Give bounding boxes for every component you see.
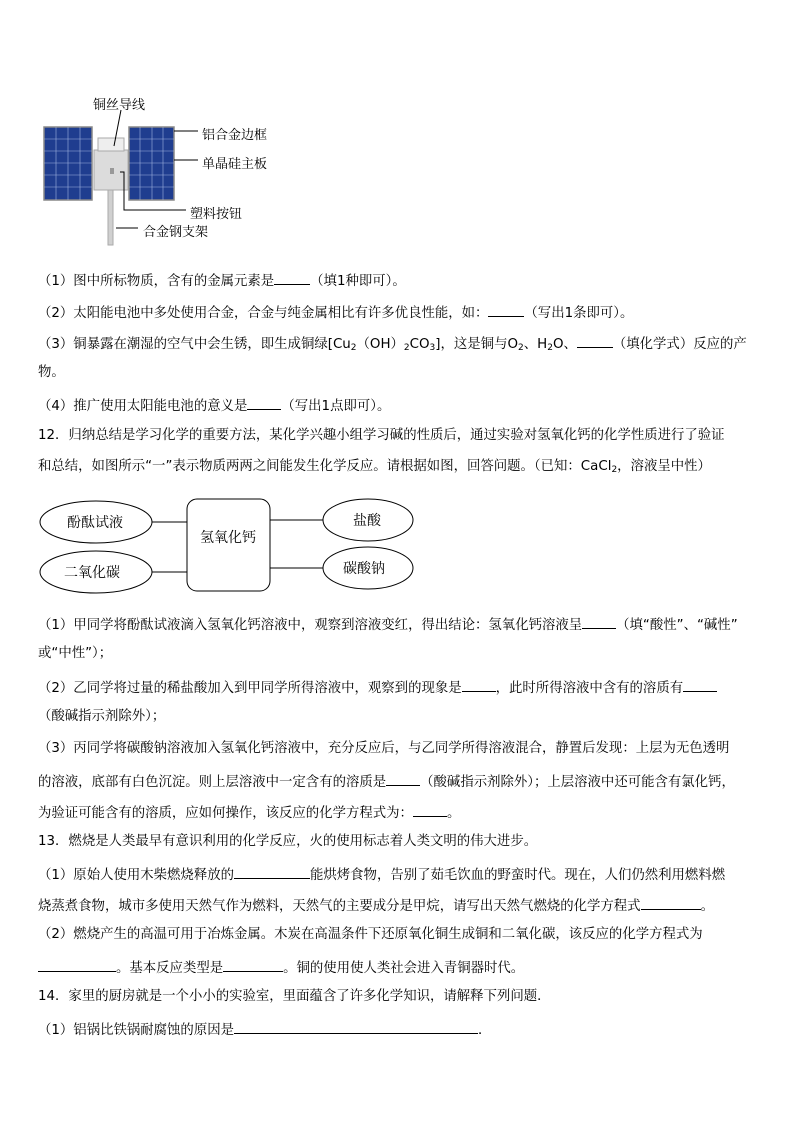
q12-part2-continued: （酸碱指示剂除外）； [38, 709, 166, 724]
q13-part2-line2: 。基本反应类型是 。铜的使用使人类社会进入青铜器时代。 [38, 957, 524, 978]
q12-part3-line2: 的溶液，底部有白色沉淀。则上层溶液中一定含有的溶质是 （酸碱指示剂除外）；上层溶液中还可能含有氯化钙， [38, 771, 735, 792]
answer-blank[interactable] [683, 677, 717, 692]
answer-blank[interactable] [488, 302, 524, 317]
q13-part1-line1: （1）原始人使用木柴燃烧释放的 能烘烤食物，告别了茹毛饮血的野蛮时代。现在，人们仍然利用燃料燃 [38, 864, 725, 885]
q11-part4: （4）推广使用太阳能电池的意义是 （写出1点即可）。 [38, 395, 390, 416]
q13-intro: 13．燃烧是人类最早有意识利用的化学反应，火的使用标志着人类文明的伟大进步。 [38, 834, 538, 849]
label-silicon-panel: 单晶硅主板 [202, 157, 268, 172]
q12-intro-line1: 12．归纳总结是学习化学的重要方法，某化学兴趣小组学习碱的性质后，通过实验对氢氧化钙的化学性质进行了验证 [38, 428, 725, 443]
q11-part1: （1）图中所标物质，含有的金属元素是 （填1种即可）。 [38, 270, 406, 291]
label-steel-bracket: 合金钢支架 [143, 225, 209, 240]
q12-part3-line1: （3）丙同学将碳酸钠溶液加入氢氧化钙溶液中，充分反应后，与乙同学所得溶液混合，静置后发现：上层为无色透明 [38, 741, 730, 756]
right-solar-panel [129, 127, 174, 200]
q13-part1-line2: 烧蒸煮食物，城市多使用天然气作为燃料，天然气的主要成分是甲烷，请写出天然气燃烧的化学方程式 。 [38, 895, 714, 916]
node-phenolphthalein: 酚酞试液 [67, 515, 123, 531]
junction-box [94, 138, 128, 190]
q12-part1: （1）甲同学将酚酞试液滴入氢氧化钙溶液中，观察到溶液变红，得出结论：氢氧化钙溶液呈 （填“酸性”、“碱性” [38, 614, 738, 635]
left-solar-panel [44, 127, 92, 200]
node-calcium-hydroxide: 氢氧化钙 [200, 530, 256, 546]
q11-part3: （3）铜暴露在潮湿的空气中会生锈，即生成铜绿$[Cu_2(OH)_2CO_3]$，这是铜与$O_2$、$H_2O$、 （填化学式）反应的产 [38, 333, 747, 357]
answer-blank[interactable] [274, 270, 310, 285]
label-copper-wire: 铜丝导线 [93, 98, 146, 113]
answer-blank[interactable] [386, 771, 420, 786]
q14-part1: （1）铝锅比铁锅耐腐蚀的原因是 ． [38, 1019, 491, 1040]
q11-part3-continued: 物。 [38, 365, 65, 380]
answer-blank[interactable] [38, 957, 116, 972]
answer-blank[interactable] [234, 1019, 478, 1034]
q12-part2: （2）乙同学将过量的稀盐酸加入到甲同学所得溶液中，观察到的现象是 ，此时所得溶液中含有的溶质有 [38, 677, 717, 698]
q12-part1-continued: 或“中性”）； [38, 646, 113, 661]
label-plastic-button: 塑料按钮 [190, 207, 243, 222]
q12-intro-line2: 和总结，如图所示“一”表示物质两两之间能发生化学反应。请根据如图，回答问题。（已知：CaCl$_2$，溶液呈中性） [38, 459, 711, 475]
node-sodium-carbonate: 碳酸钠 [343, 561, 385, 577]
answer-blank[interactable] [462, 677, 496, 692]
q11-part2: （2）太阳能电池中多处使用合金，合金与纯金属相比有许多优良性能，如： （写出1条即可）。 [38, 302, 633, 323]
label-aluminum-frame: 铝合金边框 [202, 128, 268, 143]
answer-blank[interactable] [641, 895, 701, 910]
reaction-diagram [0, 490, 794, 600]
answer-blank[interactable] [413, 802, 447, 817]
answer-blank[interactable] [247, 395, 281, 410]
steel-pole [108, 190, 113, 245]
answer-blank[interactable] [582, 614, 616, 629]
q12-part3-line3: 为验证可能含有的溶质，应如何操作，该反应的化学方程式为： 。 [38, 802, 460, 823]
q13-part2-line1: （2）燃烧产生的高温可用于冶炼金属。木炭在高温条件下还原氧化铜生成铜和二氧化碳，该反应的化学方程式为 [38, 927, 703, 942]
answer-blank[interactable] [234, 864, 310, 879]
solar-panel-figure [0, 0, 794, 250]
node-hydrochloric-acid: 盐酸 [353, 513, 381, 529]
answer-blank[interactable] [577, 333, 613, 348]
q14-intro: 14．家里的厨房就是一个小小的实验室，里面蕴含了许多化学知识，请解释下列问题． [38, 989, 551, 1004]
answer-blank[interactable] [223, 957, 283, 972]
node-carbon-dioxide: 二氧化碳 [64, 565, 120, 581]
